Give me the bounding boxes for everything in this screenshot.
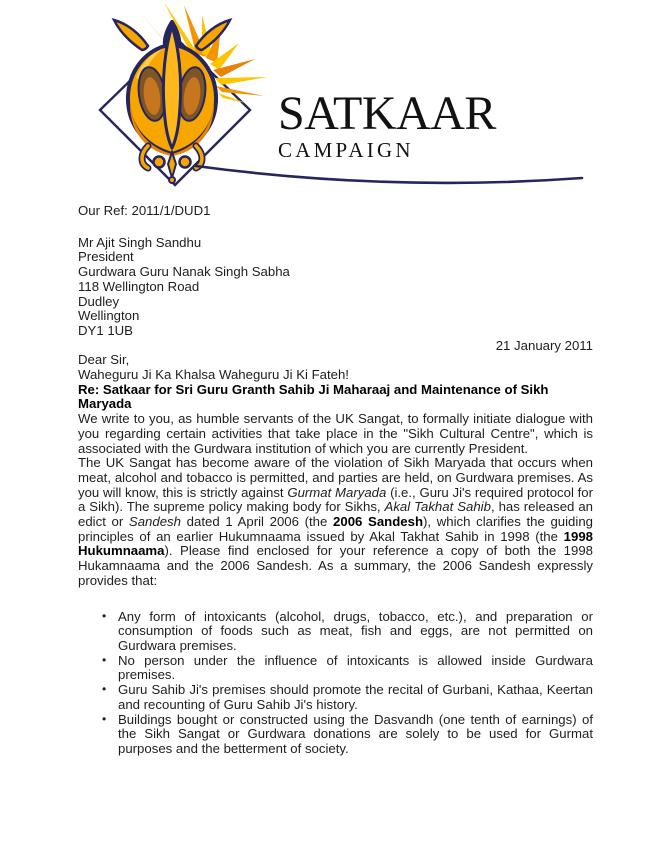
bullet-icon: • <box>102 711 107 726</box>
sikh-greeting: Waheguru Ji Ka Khalsa Waheguru Ji Ki Fateh! <box>78 367 349 383</box>
address-line: Mr Ajit Singh Sandhu <box>78 234 202 250</box>
org-name: SATKAAR <box>278 87 496 140</box>
swoosh-line <box>190 156 590 190</box>
text-run: ), which clarifies the guiding principles of an earlier Hukumnaama issued by Akal Takhat Sahib in 1998 (the <box>78 514 593 544</box>
salutation: Dear Sir, <box>78 352 130 368</box>
subject-line: Re: Satkaar for Sri Guru Granth Sahib Ji Maharaaj and Maintenance of Sikh Maryada <box>78 381 549 412</box>
list-item-text: Any form of intoxicants (alcohol, drugs, tobacco, etc.), and preparation or consumption of foods such as meat, fish and eggs, are not permitted on Gurdwara premises. <box>118 608 593 653</box>
text-run: The UK Sangat has become aware of the violation of Sikh Maryada that occurs when meat, alcohol and tobacco is permitted, and parties are held, on Gurdwara premises. As you will know, this is strictly against <box>78 455 593 500</box>
text-run: (i.e., Guru Ji's required protocol for a Sikh). The supreme policy making body for Sikhs, <box>78 484 593 515</box>
recipient-address <box>78 236 593 339</box>
address-line: President <box>78 249 134 265</box>
address-line: Wellington <box>78 308 140 324</box>
list-item <box>102 683 593 712</box>
address-line: DY1 1UB <box>78 322 133 338</box>
list-item <box>102 610 593 654</box>
letter-body <box>78 204 593 757</box>
list-item <box>102 654 593 683</box>
bullet-icon: • <box>102 682 107 697</box>
text-run: , has released an edict or <box>78 499 593 530</box>
letter-date: 21 January 2011 <box>495 337 593 353</box>
text-run: dated 1 April 2006 (the <box>180 514 334 530</box>
text-run-italic: Akal Takhat Sahib <box>384 499 491 515</box>
list-item-text: Guru Sahib Ji's premises should promote the recital of Gurbani, Kathaa, Keertan and recounting of Guru Sahib Ji's history. <box>118 682 593 712</box>
text-run-bold: 2006 Sandesh <box>333 514 423 530</box>
bullet-icon: • <box>102 608 107 623</box>
text-run-italic: Sandesh <box>128 514 181 530</box>
our-ref: Our Ref: 2011/1/DUD1 <box>78 203 211 218</box>
list-item <box>102 713 593 757</box>
address-line: Dudley <box>78 293 120 309</box>
list-item-text: Buildings bought or constructed using the Dasvandh (one tenth of earnings) of the Sikh Sangat or Gurdwara donations are solely to be used for Gurmat purposes and the betterment of society. <box>118 711 593 756</box>
body-paragraph-1: We write to you, as humble servants of the UK Sangat, to formally initiate dialogue with you regarding certain activities that take place in the "Sikh Cultural Centre", which is associated with the Gurdwara institution of which you are currently President. <box>78 411 593 456</box>
text-run-italic: Gurmat Maryada <box>287 484 387 500</box>
address-line: Gurdwara Guru Nanak Singh Sabha <box>78 264 290 280</box>
text-run-bold: 1998 Hukumnaama <box>78 528 593 559</box>
sandesh-points-list <box>78 610 593 757</box>
address-line: 118 Wellington Road <box>78 278 200 294</box>
list-item-text: No person under the influence of intoxicants is allowed inside Gurdwara premises. <box>118 652 593 683</box>
wordmark <box>278 87 496 162</box>
bullet-icon: • <box>102 652 107 667</box>
org-subtitle: CAMPAIGN <box>278 138 414 162</box>
body-paragraph-2 <box>78 456 593 588</box>
text-run: ). Please find enclosed for your reference a copy of both the 1998 Hukamnaama and the 2006 Sandesh. As a summary, the 2006 Sandesh expressly provides that: <box>78 543 593 588</box>
